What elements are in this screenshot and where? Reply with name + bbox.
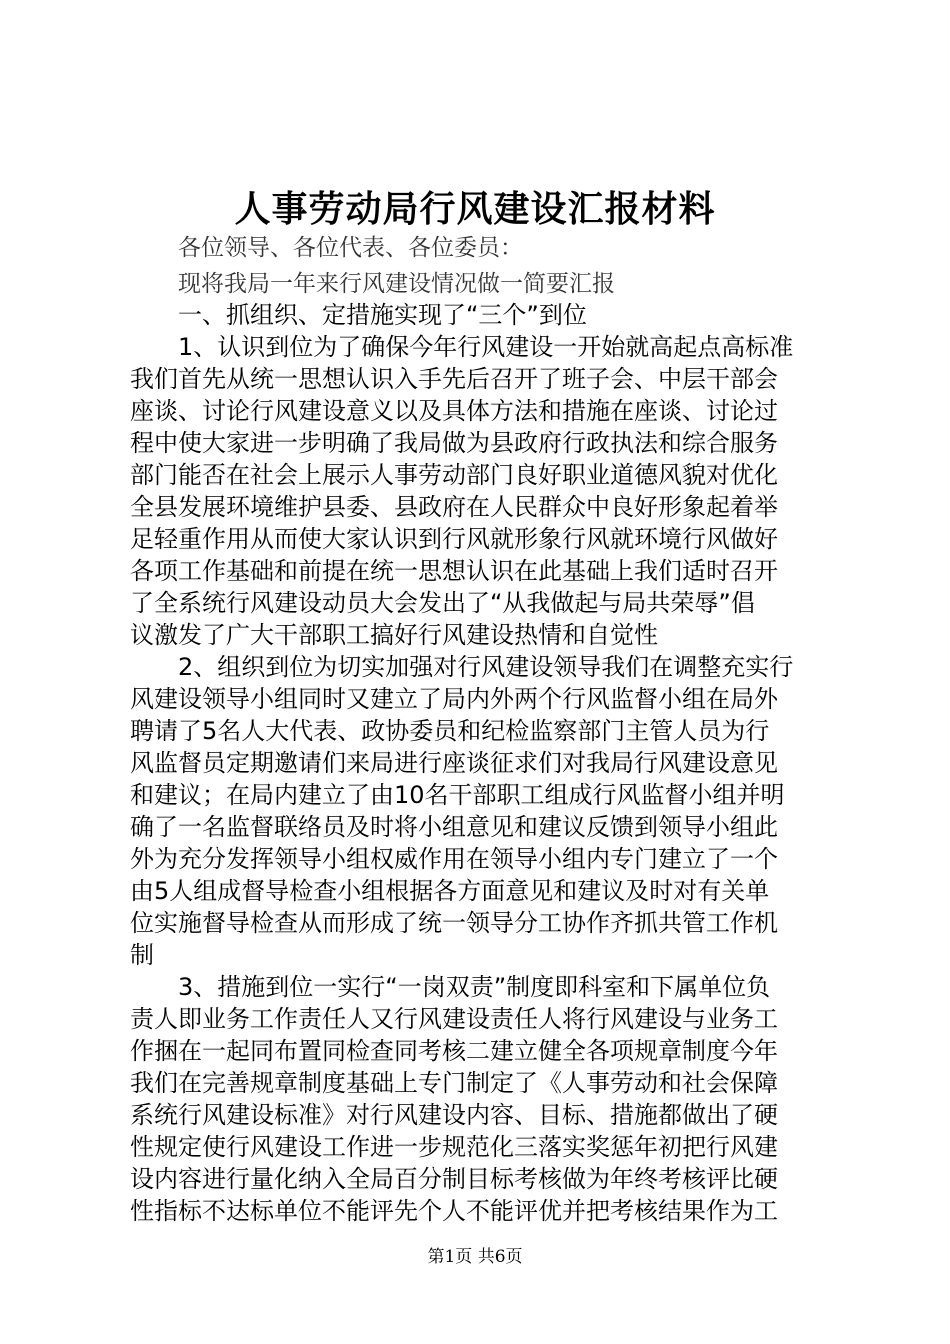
paragraph-line: 风监督员定期邀请们来局进行座谈征求们对我局行风建设意见	[130, 749, 778, 777]
paragraph-line: 部门能否在社会上展示人事劳动部门良好职业道德风貌对优化	[130, 461, 778, 489]
paragraph-line: 1、认识到位为了确保今年行风建设一开始就高起点高标准	[178, 333, 794, 361]
paragraph-line: 全县发展环境维护县委、县政府在人民群众中良好形象起着举	[130, 493, 778, 521]
paragraph-line: 性规定使行风建设工作进一步规范化三落实奖惩年初把行风建	[130, 1133, 778, 1161]
paragraph-line: 聘请了5名人大代表、政协委员和纪检监察部门主管人员为行	[130, 717, 770, 745]
paragraph-line: 位实施督导检查从而形成了统一领导分工协作齐抓共管工作机	[130, 909, 778, 937]
paragraph-line: 足轻重作用从而使大家认识到行风就形象行风就环境行风做好	[130, 525, 778, 553]
page-number-footer: 第1页 共6页	[427, 1247, 523, 1267]
paragraph-line: 责人即业务工作责任人又行风建设责任人将行风建设与业务工	[130, 1005, 778, 1033]
paragraph-line: 各项工作基础和前提在统一思想认识在此基础上我们适时召开	[130, 557, 778, 585]
paragraph-line: 我们在完善规章制度基础上专门制定了《人事劳动和社会保障	[130, 1069, 778, 1097]
paragraph-line: 和建议；在局内建立了由10名干部职工组成行风监督小组并明	[130, 781, 785, 809]
paragraph-line: 风建设领导小组同时又建立了局内外两个行风监督小组在局外	[130, 685, 778, 713]
paragraph-line: 3、措施到位一实行“一岗双责”制度即科室和下属单位负	[178, 973, 771, 1001]
paragraph-line: 作捆在一起同布置同检查同考核二建立健全各项规章制度今年	[130, 1037, 778, 1065]
intro-line: 现将我局一年来行风建设情况做一简要汇报	[178, 271, 615, 297]
document-title: 人事劳动局行风建设汇报材料	[234, 188, 716, 230]
paragraph-line: 系统行风建设标准》对行风建设内容、目标、措施都做出了硬	[130, 1101, 778, 1129]
paragraph-line: 由5人组成督导检查小组根据各方面意见和建议及时对有关单	[130, 877, 770, 905]
paragraph-line: 了全系统行风建设动员大会发出了“从我做起与局共荣辱”倡	[130, 589, 755, 617]
paragraph-line: 制	[130, 941, 154, 969]
salutation-line: 各位领导、各位代表、各位委员：	[178, 235, 523, 261]
paragraph-line: 设内容进行量化纳入全局百分制目标考核做为年终考核评比硬	[130, 1165, 778, 1193]
paragraph-line: 性指标不达标单位不能评先个人不能评优并把考核结果作为工	[130, 1197, 778, 1225]
paragraph-line: 议激发了广大干部职工搞好行风建设热情和自觉性	[130, 621, 658, 649]
paragraph-line: 我们首先从统一思想认识入手先后召开了班子会、中层干部会	[130, 365, 778, 393]
paragraph-line: 确了一名监督联络员及时将小组意见和建议反馈到领导小组此	[130, 813, 778, 841]
paragraph-line: 座谈、讨论行风建设意义以及具体方法和措施在座谈、讨论过	[130, 397, 778, 425]
paragraph-line: 外为充分发挥领导小组权威作用在领导小组内专门建立了一个	[130, 845, 778, 873]
section-heading: 一、抓组织、定措施实现了“三个”到位	[178, 301, 587, 329]
paragraph-line: 程中使大家进一步明确了我局做为县政府行政执法和综合服务	[130, 429, 778, 457]
paragraph-line: 2、组织到位为切实加强对行风建设领导我们在调整充实行	[178, 653, 794, 681]
